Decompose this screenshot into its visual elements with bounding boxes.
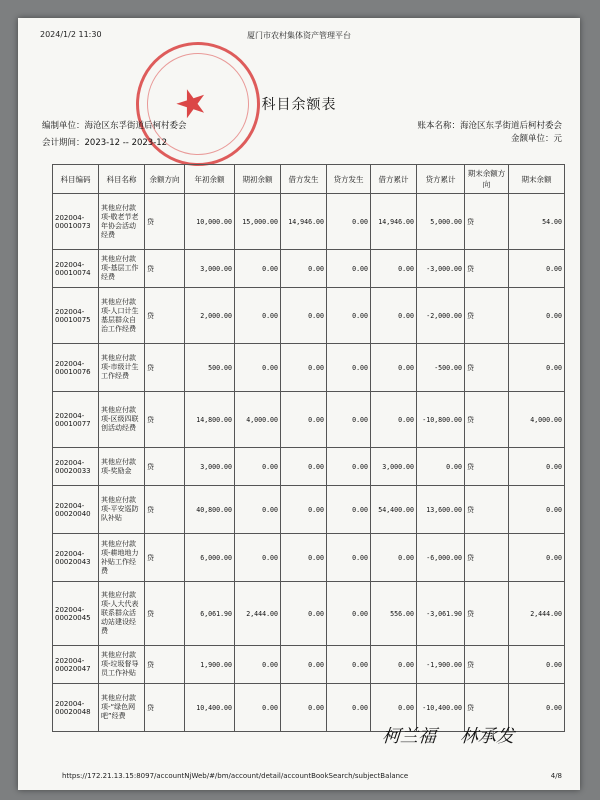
row-code: 202004-00010077 bbox=[53, 392, 99, 448]
row-end-direction: 贷 bbox=[465, 392, 509, 448]
row-year-open: 3,000.00 bbox=[185, 448, 235, 486]
table-row bbox=[53, 250, 565, 288]
row-debit: 0.00 bbox=[281, 646, 327, 684]
row-period-open: 0.00 bbox=[235, 684, 281, 732]
row-period-open: 0.00 bbox=[235, 486, 281, 534]
row-end-balance: 54.00 bbox=[509, 194, 565, 250]
table-header-row bbox=[53, 165, 565, 194]
row-credit: 0.00 bbox=[327, 534, 371, 582]
row-end-balance: 4,000.00 bbox=[509, 392, 565, 448]
row-end-balance: 0.00 bbox=[509, 344, 565, 392]
row-credit: 0.00 bbox=[327, 684, 371, 732]
seal-star-icon: ★ bbox=[168, 76, 215, 130]
row-name: 其他应付款项-平安巡防队补贴 bbox=[99, 486, 145, 534]
row-year-open: 6,061.90 bbox=[185, 582, 235, 646]
table-row bbox=[53, 534, 565, 582]
table-row bbox=[53, 582, 565, 646]
row-year-open: 500.00 bbox=[185, 344, 235, 392]
row-period-open: 0.00 bbox=[235, 646, 281, 684]
row-direction: 贷 bbox=[145, 684, 185, 732]
row-period-open: 0.00 bbox=[235, 344, 281, 392]
row-debit-cum: 0.00 bbox=[371, 344, 417, 392]
row-end-balance: 0.00 bbox=[509, 288, 565, 344]
row-name: 其他应付款项-人大代表联系群众活动站建设经费 bbox=[99, 582, 145, 646]
col-header-debit: 借方发生 bbox=[281, 165, 327, 194]
row-code: 202004-00010076 bbox=[53, 344, 99, 392]
row-direction: 贷 bbox=[145, 344, 185, 392]
row-direction: 贷 bbox=[145, 288, 185, 344]
book-row bbox=[417, 119, 562, 131]
row-name: 其他应付款项-基层工作经费 bbox=[99, 250, 145, 288]
row-credit: 0.00 bbox=[327, 288, 371, 344]
row-end-direction: 贷 bbox=[465, 486, 509, 534]
row-direction: 贷 bbox=[145, 448, 185, 486]
row-credit: 0.00 bbox=[327, 250, 371, 288]
row-period-open: 0.00 bbox=[235, 448, 281, 486]
row-code: 202004-00020043 bbox=[53, 534, 99, 582]
row-code: 202004-00010074 bbox=[53, 250, 99, 288]
row-debit: 0.00 bbox=[281, 344, 327, 392]
row-debit-cum: 3,000.00 bbox=[371, 448, 417, 486]
row-credit-cum: -2,000.00 bbox=[417, 288, 465, 344]
row-direction: 贷 bbox=[145, 582, 185, 646]
col-header-credit: 贷方发生 bbox=[327, 165, 371, 194]
row-name: 其他应付款项-奖励金 bbox=[99, 448, 145, 486]
row-credit-cum: -3,061.90 bbox=[417, 582, 465, 646]
row-year-open: 6,000.00 bbox=[185, 534, 235, 582]
col-header-year-open: 年初余额 bbox=[185, 165, 235, 194]
col-header-end-direction: 期末余额方向 bbox=[465, 165, 509, 194]
row-credit: 0.00 bbox=[327, 486, 371, 534]
currency-unit: 金额单位：元 bbox=[510, 134, 562, 144]
signature-1: 柯兰福 bbox=[380, 726, 441, 747]
row-credit: 0.00 bbox=[327, 448, 371, 486]
row-debit: 0.00 bbox=[281, 486, 327, 534]
row-period-open: 4,000.00 bbox=[235, 392, 281, 448]
row-debit: 0.00 bbox=[281, 534, 327, 582]
row-credit-cum: -3,000.00 bbox=[417, 250, 465, 288]
row-debit: 14,946.00 bbox=[281, 194, 327, 250]
row-year-open: 2,000.00 bbox=[185, 288, 235, 344]
row-end-direction: 贷 bbox=[465, 534, 509, 582]
row-end-balance: 0.00 bbox=[509, 646, 565, 684]
col-header-name: 科目名称 bbox=[99, 165, 145, 194]
balance-table bbox=[52, 164, 565, 732]
row-credit: 0.00 bbox=[327, 344, 371, 392]
row-name: 其他应付款项-区级四联创活动经费 bbox=[99, 392, 145, 448]
row-debit: 0.00 bbox=[281, 582, 327, 646]
row-credit: 0.00 bbox=[327, 194, 371, 250]
unit-label: 编制单位： bbox=[42, 121, 85, 131]
table-row bbox=[53, 344, 565, 392]
row-credit-cum: -500.00 bbox=[417, 344, 465, 392]
table-row bbox=[53, 288, 565, 344]
print-header bbox=[40, 30, 558, 44]
row-debit-cum: 0.00 bbox=[371, 392, 417, 448]
row-code: 202004-00020048 bbox=[53, 684, 99, 732]
row-debit-cum: 14,946.00 bbox=[371, 194, 417, 250]
row-code: 202004-00010073 bbox=[53, 194, 99, 250]
row-end-balance: 0.00 bbox=[509, 684, 565, 732]
period-row bbox=[42, 136, 167, 148]
page-number: 4/8 bbox=[550, 772, 562, 780]
row-debit-cum: 0.00 bbox=[371, 250, 417, 288]
row-code: 202004-00020045 bbox=[53, 582, 99, 646]
row-year-open: 40,800.00 bbox=[185, 486, 235, 534]
row-credit-cum: 5,000.00 bbox=[417, 194, 465, 250]
row-code: 202004-00010075 bbox=[53, 288, 99, 344]
row-name: 其他应付款项-市级计生工作经费 bbox=[99, 344, 145, 392]
row-direction: 贷 bbox=[145, 534, 185, 582]
row-name: 其他应付款项-垃圾督导员工作补贴 bbox=[99, 646, 145, 684]
row-end-balance: 0.00 bbox=[509, 250, 565, 288]
row-name: 其他应付款项-“绿色网吧”经费 bbox=[99, 684, 145, 732]
row-credit-cum: -1,900.00 bbox=[417, 646, 465, 684]
row-code: 202004-00020047 bbox=[53, 646, 99, 684]
row-debit-cum: 0.00 bbox=[371, 684, 417, 732]
row-credit-cum: -6,000.00 bbox=[417, 534, 465, 582]
row-end-direction: 贷 bbox=[465, 448, 509, 486]
row-end-balance: 0.00 bbox=[509, 534, 565, 582]
row-direction: 贷 bbox=[145, 392, 185, 448]
row-period-open: 0.00 bbox=[235, 534, 281, 582]
row-end-direction: 贷 bbox=[465, 288, 509, 344]
row-debit: 0.00 bbox=[281, 684, 327, 732]
col-header-period-open: 期初余额 bbox=[235, 165, 281, 194]
row-debit-cum: 0.00 bbox=[371, 288, 417, 344]
col-header-direction: 余额方向 bbox=[145, 165, 185, 194]
book-label: 账本名称： bbox=[417, 121, 460, 131]
row-year-open: 14,800.00 bbox=[185, 392, 235, 448]
row-direction: 贷 bbox=[145, 486, 185, 534]
table-row bbox=[53, 194, 565, 250]
row-credit: 0.00 bbox=[327, 646, 371, 684]
table-row bbox=[53, 646, 565, 684]
row-credit-cum: 0.00 bbox=[417, 448, 465, 486]
row-period-open: 0.00 bbox=[235, 288, 281, 344]
footer-url: https://172.21.13.15:8097/accountNjWeb/#/bm/account/detail/accountBookSearch/subjectBalance bbox=[62, 772, 409, 780]
row-end-balance: 0.00 bbox=[509, 486, 565, 534]
row-end-balance: 0.00 bbox=[509, 448, 565, 486]
book-value: 海沧区东孚街道后柯村委会 bbox=[459, 121, 562, 131]
row-credit: 0.00 bbox=[327, 582, 371, 646]
row-direction: 贷 bbox=[145, 646, 185, 684]
period-label: 会计期间： bbox=[42, 138, 85, 148]
unit-value: 海沧区东孚街道后柯村委会 bbox=[84, 121, 187, 131]
row-direction: 贷 bbox=[145, 194, 185, 250]
row-direction: 贷 bbox=[145, 250, 185, 288]
row-credit: 0.00 bbox=[327, 392, 371, 448]
document-sheet bbox=[18, 18, 580, 790]
row-credit-cum: -10,400.00 bbox=[417, 684, 465, 732]
table-row bbox=[53, 448, 565, 486]
row-code: 202004-00020040 bbox=[53, 486, 99, 534]
table-row bbox=[53, 392, 565, 448]
row-debit: 0.00 bbox=[281, 250, 327, 288]
row-year-open: 1,900.00 bbox=[185, 646, 235, 684]
col-header-end-balance: 期末余额 bbox=[509, 165, 565, 194]
row-period-open: 0.00 bbox=[235, 250, 281, 288]
row-debit-cum: 556.00 bbox=[371, 582, 417, 646]
row-period-open: 2,444.00 bbox=[235, 582, 281, 646]
row-credit-cum: 13,600.00 bbox=[417, 486, 465, 534]
col-header-credit-cum: 贷方累计 bbox=[417, 165, 465, 194]
period-value: 2023-12 -- 2023-12 bbox=[84, 138, 168, 148]
row-name: 其他应付款项-人口计生基层群众自治工作经费 bbox=[99, 288, 145, 344]
row-end-direction: 贷 bbox=[465, 250, 509, 288]
print-datetime: 2024/1/2 11:30 bbox=[40, 30, 102, 39]
row-end-direction: 贷 bbox=[465, 194, 509, 250]
row-year-open: 10,000.00 bbox=[185, 194, 235, 250]
col-header-debit-cum: 借方累计 bbox=[371, 165, 417, 194]
row-debit: 0.00 bbox=[281, 448, 327, 486]
row-debit-cum: 0.00 bbox=[371, 534, 417, 582]
col-header-code: 科目编码 bbox=[53, 165, 99, 194]
row-code: 202004-00020033 bbox=[53, 448, 99, 486]
row-end-direction: 贷 bbox=[465, 344, 509, 392]
signature-2: 林承发 bbox=[458, 726, 519, 747]
row-year-open: 3,000.00 bbox=[185, 250, 235, 288]
row-end-direction: 贷 bbox=[465, 684, 509, 732]
row-period-open: 15,000.00 bbox=[235, 194, 281, 250]
row-debit: 0.00 bbox=[281, 288, 327, 344]
row-debit-cum: 0.00 bbox=[371, 646, 417, 684]
row-end-balance: 2,444.00 bbox=[509, 582, 565, 646]
row-end-direction: 贷 bbox=[465, 582, 509, 646]
report-title: 科目余额表 bbox=[261, 97, 337, 113]
row-name: 其他应付款项-敬老节老年协会活动经费 bbox=[99, 194, 145, 250]
row-debit-cum: 54,400.00 bbox=[371, 486, 417, 534]
row-credit-cum: -10,800.00 bbox=[417, 392, 465, 448]
row-end-direction: 贷 bbox=[465, 646, 509, 684]
row-debit: 0.00 bbox=[281, 392, 327, 448]
row-year-open: 10,400.00 bbox=[185, 684, 235, 732]
table-row bbox=[53, 486, 565, 534]
unit-row bbox=[42, 119, 187, 131]
platform-title: 厦门市农村集体资产管理平台 bbox=[247, 31, 351, 40]
row-name: 其他应付款项-耕地地力补贴工作经费 bbox=[99, 534, 145, 582]
